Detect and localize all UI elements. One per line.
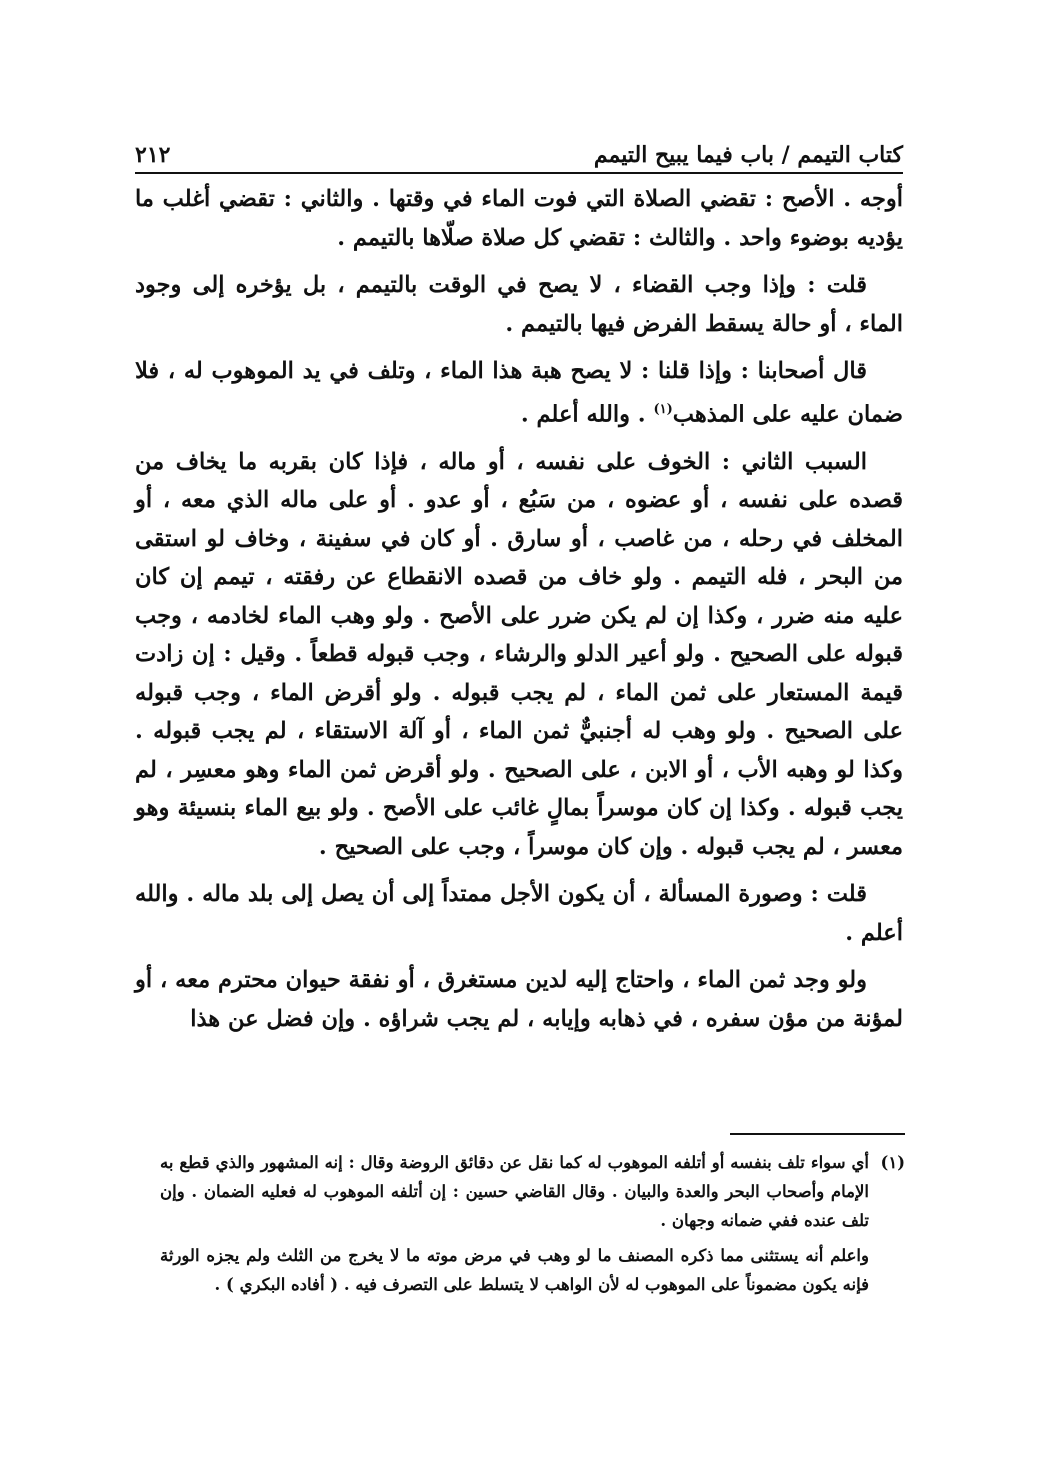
paragraph-text: أوجه . الأصح : تقضي الصلاة التي فوت الماء في وقتها . والثاني : تقضي أغلب ما يؤديه بوضوء واحد . والثالث : تقضي كل صلاة صلّاها بالتيمم .	[135, 186, 903, 251]
paragraph-text: وإذا وجب القضاء ، لا يصح في الوقت بالتيمم ، بل يؤخره إلى وجود الماء ، أو حالة يسقط الفرض فيها بالتيمم .	[135, 272, 903, 337]
page-number: ٢١٢	[135, 142, 171, 168]
footnote-number: (١)	[880, 1153, 905, 1172]
footnote-ref[interactable]: (١)	[653, 401, 673, 417]
paragraph-text: الخوف على نفسه ، أو ماله ، فإذا كان بقربه ما يخاف من قصده على نفسه ، أو عضوه ، من سَبُع ، أو عدو . أو على ماله الذي معه ، أو المخلف في رحله ، من غاصب ، أو سارق . أو كان في سفينة ، وخاف لو استقى من البحر ، فله التيمم . ولو خاف من قصده الانقطاع عن رفقته ، تيمم إن كان عليه منه ضرر ، وكذا إن لم يكن ضرر على الأصح . ولو وهب الماء لخادمه ، وجب قبوله على الصحيح . ولو أعير الدلو والرشاء ، وجب قبوله قطعاً . وقيل : إن زادت قيمة المستعار على ثمن الماء ، لم يجب قبوله . ولو أقرض الماء ، وجب قبوله على الصحيح . ولو وهب له أجنبيٌّ ثمن الماء ، أو آلة الاستقاء ، لم يجب قبوله . وكذا لو وهبه الأب ، أو الابن ، على الصحيح . ولو أقرض ثمن الماء وهو معسِر ، لم يجب قبوله . وكذا إن كان موسراً بمالٍ غائب على الأصح . ولو بيع الماء بنسيئة وهو معسر ، لم يجب قبوله . وإن كان موسراً ، وجب على الصحيح .	[135, 448, 903, 860]
footnote-text: واعلم أنه يستثنى مما ذكره المصنف ما لو وهب في مرض موته ما لا يخرج من الثلث ولم يجزه الورثة فإنه يكون مضموناً على الموهوب له لأن الواهب لا يتسلط على التصرف فيه . ( أفاده البكري ) .	[160, 1246, 869, 1294]
footnote-text: أي سواء تلف بنفسه أو أتلفه الموهوب له كما نقل عن دقائق الروضة وقال : إنه المشهور والذي قطع به الإمام وأصحاب البحر والعدة والبيان . وقال القاضي حسين : إن أتلفه الموهوب له فعليه الضمان . وإن تلف عنده ففي ضمانه وجهان .	[160, 1153, 869, 1230]
footnote	[160, 1148, 905, 1235]
paragraph	[135, 875, 903, 952]
paragraph	[135, 443, 903, 867]
page-header	[135, 128, 903, 168]
footnotes	[160, 1148, 905, 1305]
paragraph-tail: . والله أعلم .	[520, 401, 654, 427]
paragraph-lead: قلت :	[810, 881, 868, 907]
paragraph	[135, 352, 903, 434]
main-text	[135, 180, 903, 1047]
paragraph	[135, 180, 903, 257]
paragraph	[135, 961, 903, 1038]
paragraph-text: وصورة المسألة ، أن يكون الأجل ممتداً إلى أن يصل إلى بلد ماله . والله أعلم .	[135, 881, 903, 946]
paragraph-lead: السبب الثاني :	[721, 448, 867, 475]
paragraph-text: قال أصحابنا : وإذا قلنا : لا يصح هبة هذا الماء ، وتلف في يد الموهوب له ، فلا ضمان عليه على المذهب	[135, 358, 903, 427]
paragraph-lead: قلت :	[807, 272, 867, 298]
footnote	[160, 1241, 905, 1299]
running-title: كتاب التيمم / باب فيما يبيح التيمم	[593, 142, 903, 168]
paragraph-text: ولو وجد ثمن الماء ، واحتاج إليه لدين مستغرق ، أو نفقة حيوان محترم معه ، أو لمؤنة من مؤن سفره ، في ذهابه وإيابه ، لم يجب شراؤه . وإن فضل عن هذا	[135, 967, 903, 1032]
paragraph	[135, 266, 903, 343]
header-rule	[135, 172, 903, 174]
footnote-rule	[730, 1133, 905, 1135]
